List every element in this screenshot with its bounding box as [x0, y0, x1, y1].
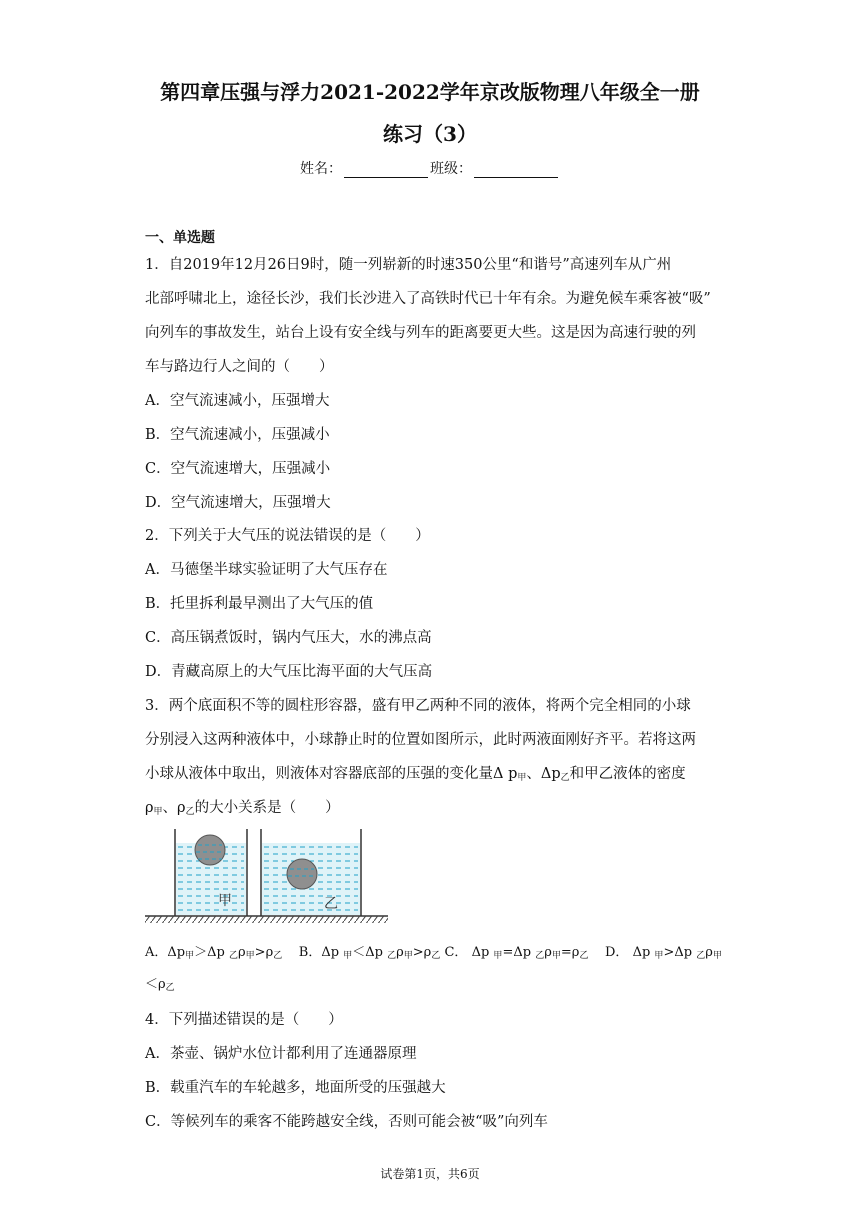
figure-label-jia: 甲: [218, 893, 232, 909]
q3-text: 的大小关系是（ ）: [194, 800, 340, 816]
q1-option: A．空气流速减小，压强增大: [145, 393, 330, 409]
q3-text: 、Δp: [526, 766, 561, 782]
name-class-bar: [0, 158, 860, 178]
q3-text: 小球从液体中取出，则液体对容器底部的压强的变化量Δ p: [145, 766, 518, 782]
q4-option: C．等候列车的乘客不能跨越安全线，否则可能会被“吸”向列车: [145, 1114, 548, 1130]
q1-line: 北部呼啸北上，途径长沙，我们长沙进入了高铁时代已十年有余。为避免候车乘客被“吸”: [145, 291, 711, 307]
page-title-line1: 第四章压强与浮力2021-2022学年京改版物理八年级全一册: [160, 80, 700, 104]
page-title-line2: 练习（3）: [383, 122, 477, 146]
q1-line: 车与路边行人之间的（ ）: [145, 359, 334, 375]
q4-stem: 4．下列描述错误的是（ ）: [145, 1012, 343, 1028]
q3-option-c: C． Δp $_甲$=Δp $_乙\rho_甲=\rho_乙$: [444, 945, 589, 961]
q3-sub: 甲: [517, 773, 527, 783]
q1-option: D．空气流速增大，压强增大: [145, 495, 331, 511]
q1-line: 向列车的事故发生，站台上设有安全线与列车的距离要更大些。这是因为高速行驶的列: [145, 325, 696, 341]
q2-stem: 2．下列关于大气压的说法错误的是（ ）: [145, 528, 430, 544]
q2-option: A．马德堡半球实验证明了大气压存在: [145, 562, 388, 578]
q3-option-d-cont: $<\rho_乙$: [145, 977, 175, 993]
q3-line: 分别浸入这两种液体中，小球静止时的位置如图所示，此时两液面刚好齐平。若将这两: [145, 732, 696, 748]
q3-figure: [140, 825, 390, 931]
section-heading: 一、单选题: [145, 230, 215, 246]
q2-option: C．高压锅煮饭时，锅内气压大，水的沸点高: [145, 630, 432, 646]
ball-right: [287, 859, 317, 889]
q4-option: A．茶壶、锅炉水位计都利用了连通器原理: [145, 1046, 417, 1062]
q1-option: B．空气流速减小，压强减小: [145, 427, 330, 443]
q3-option-d: D． Δp $_甲$>Δp $_乙\rho_甲$: [605, 945, 722, 961]
q3-sub: 乙: [185, 807, 195, 817]
class-label: 班级：: [430, 161, 472, 177]
ground-hatch: [145, 916, 388, 923]
q3-sub: 乙: [560, 773, 570, 783]
q4-option: B．载重汽车的车轮越多，地面所受的压强越大: [145, 1080, 446, 1096]
name-blank: [344, 163, 428, 178]
ball-left: [195, 835, 225, 865]
q2-option: B．托里拆利最早测出了大气压的值: [145, 596, 374, 612]
figure-label-yi: 乙: [324, 896, 338, 912]
q3-option-b: B．Δp $_甲$＜Δp $_乙\rho_甲>\rho_乙$: [298, 945, 441, 961]
q3-text: 、ρ: [162, 800, 186, 816]
page-footer: 试卷第1页，共6页: [380, 1167, 480, 1181]
q3-option-a: A．$\Delta p_甲>\Delta p$ $_乙\rho_甲>\rho_乙$: [145, 945, 283, 961]
name-label: 姓名：: [300, 161, 342, 177]
class-blank: [474, 163, 558, 178]
q3-text: ρ: [145, 800, 154, 816]
q3-line: 3．两个底面积不等的圆柱形容器，盛有甲乙两种不同的液体，将两个完全相同的小球: [145, 698, 691, 714]
q3-sub: 甲: [153, 807, 163, 817]
q3-options-line: [145, 941, 722, 961]
q1-option: C．空气流速增大，压强减小: [145, 461, 331, 477]
q1-line: 1．自2019年12月26日9时，随一列崭新的时速350公里“和谐号”高速列车从广州: [145, 257, 672, 273]
q3-line: [145, 796, 340, 817]
q3-text: 和甲乙液体的密度: [569, 766, 686, 782]
q2-option: D．青藏高原上的大气压比海平面的大气压高: [145, 664, 433, 680]
q3-line: [145, 762, 686, 783]
